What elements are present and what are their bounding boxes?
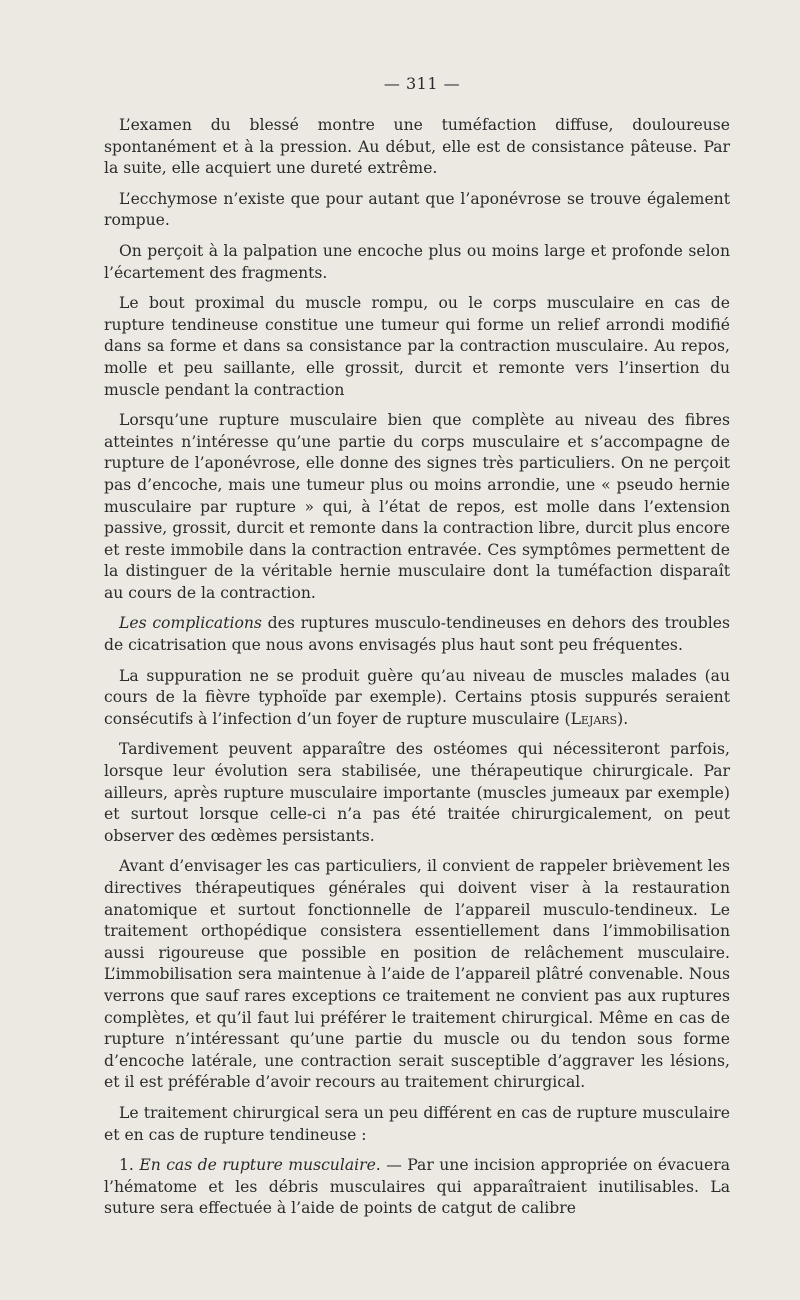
list-number: 1.: [119, 1156, 140, 1175]
paragraph-traitement-chirurgical: Le traitement chirurgical sera un peu différent en cas de rupture musculaire et en cas de rupture tendineuse :: [104, 1103, 730, 1144]
paragraph-complications: [104, 613, 730, 656]
paragraph-rupture-musculaire: [104, 1155, 730, 1220]
paragraph-examen: L’examen du blessé montre une tuméfaction diffuse, douloureuse spontanément et à la pression. Au début, elle est de consistance pâteuse. Par la suite, elle acquiert une dureté extrême.: [104, 116, 730, 178]
paragraph-osteomes: Tardivement peuvent apparaître des ostéomes qui nécessiteront parfois, lorsque leur évolution sera stabilisée, une thérapeutique chirurgicale. Par ailleurs, après rupture musculaire importante (muscles jumeaux par exemple) et surtout lorsque celle-ci n’a pas été traitée chirurgicalement, on peut observer des œdèmes persistants.: [104, 740, 730, 845]
paragraph-palpation: On perçoit à la palpation une encoche plus ou moins large et profonde selon l’écartement des fragments.: [104, 241, 730, 282]
rupture-musculaire-heading: En cas de rupture musculaire.: [139, 1156, 381, 1175]
complications-heading: Les complications: [119, 614, 262, 633]
complications-text: des ruptures musculo-tendineuses en dehors des troubles de cicatrisation que nous avons envisagés plus haut sont peu fréquentes.: [104, 614, 730, 655]
paragraph-directives: Avant d’envisager les cas particuliers, il convient de rappeler brièvement les directives thérapeutiques générales qui doivent viser à la restauration anatomique et surtout fonctionnelle de l’appareil musculo-tendineux. Le traitement orthopédique consistera essentiellement dans l’immobilisation aussi rigoureuse que possible en position de relâchement musculaire. L’immobilisation sera maintenue à l’aide de l’appareil plâtré convenable. Nous verrons que sauf rares exceptions ce traitement ne convient pas aux ruptures complètes, et qu’il faut lui préférer le traitement chirurgical. Même en cas de rupture n’intéressant qu’une partie du muscle ou du tendon sous forme d’encoche latérale, une contraction serait susceptible d’aggraver les lésions, et il est préférable d’avoir recours au traitement chirurgical.: [104, 857, 730, 1092]
author-citation: Lejars: [570, 709, 618, 728]
paragraph-bout-proximal: Le bout proximal du muscle rompu, ou le corps musculaire en cas de rupture tendineuse constitue une tumeur qui forme un relief arrondi modifié dans sa forme et dans sa consistance par la contraction musculaire. Au repos, molle et peu saillante, elle grossit, durcit et remonte vers l’insertion du muscle pendant la contraction: [104, 294, 730, 399]
rupture-musculaire-text: — Par une incision appropriée on évacuera l’hématome et les débris musculaires qui apparaîtraient inutilisables. La suture sera effectuée à l’aide de points de catgut de calibre: [104, 1156, 730, 1218]
suppuration-text: La suppuration ne se produit guère qu’au niveau de muscles malades (au cours de la fièvre typhoïde par exemple). Certains ptosis suppurés seraient consécutifs à l’infection d’un foyer de rupture musculaire (: [104, 666, 730, 728]
paragraph-pseudo-hernie: Lorsqu’une rupture musculaire bien que complète au niveau des fibres atteintes n’intéresse qu’une partie du corps musculaire et s’accompagne de rupture de l’aponévrose, elle donne des signes très particuliers. On ne perçoit pas d’encoche, mais une tumeur plus ou moins arrondie, une « pseudo hernie musculaire par rupture » qui, à l’état de repos, est molle dans l’extension passive, grossit, durcit et remonte dans la contraction libre, durcit plus encore et reste immobile dans la contraction entravée. Ces symptômes permettent de la distinguer de la véritable hernie musculaire dont la tuméfaction disparaît au cours de la contraction.: [104, 411, 730, 602]
suppuration-end: ).: [617, 709, 629, 728]
paragraph-ecchymose: L’ecchymose n’existe que pour autant que l’aponévrose se trouve également rompue.: [104, 189, 730, 230]
page-number: — 311 —: [383, 74, 461, 93]
paragraph-suppuration: [104, 666, 730, 731]
